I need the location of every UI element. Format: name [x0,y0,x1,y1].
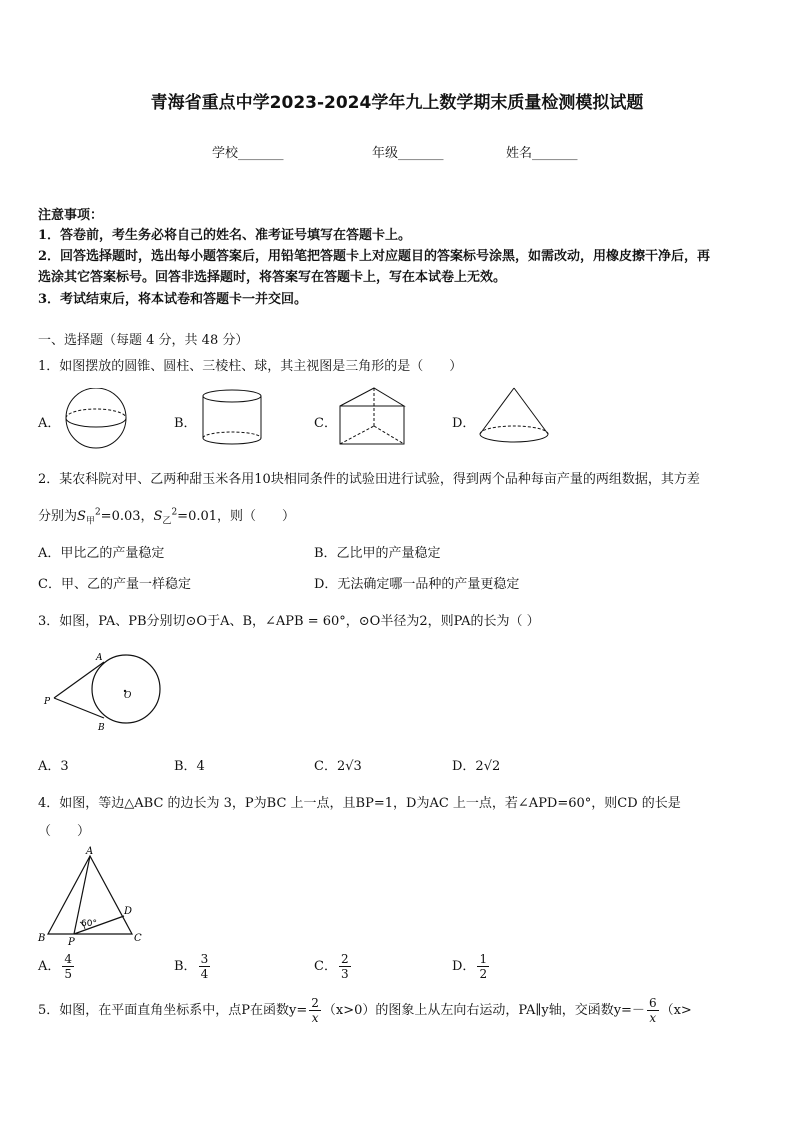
cone-figure [476,386,552,446]
q3-tangent-figure [40,650,164,736]
label-o: O [124,691,132,701]
q3-option-a[interactable]: A．3 [38,759,69,774]
numerator: 6 [648,996,657,1010]
numerator: 1 [479,952,488,966]
q2-option-a[interactable]: A．甲比乙的产量稳定 [38,546,165,561]
q1-option-b[interactable]: B． [174,416,197,431]
fraction-2-over-x [309,996,321,1025]
q5-stem-b: （x>0）的图象上从左向右运动，PA∥y轴，交函数y=－ [322,1003,645,1018]
fraction [62,952,74,981]
denominator: 3 [340,967,349,981]
fraction [199,952,211,981]
q4-option-c[interactable] [314,952,353,981]
q1-option-d[interactable]: D． [452,416,476,431]
notice-item-2: 2．回答选择题时，选出每小题答案后，用铅笔把答题卡上对应题目的答案标号涂黑，如需改动，用橡皮擦干净后，再 [38,249,711,264]
q5-stem-a: 5．如图，在平面直角坐标系中，点P在函数y= [38,1003,308,1018]
q3-option-c[interactable]: C．2√3 [314,759,362,774]
q2-option-b[interactable]: B．乙比甲的产量稳定 [314,546,441,561]
q2-option-c[interactable]: C．甲、乙的产量一样稳定 [38,577,191,592]
denominator: 5 [64,967,73,981]
label-a: A [86,846,94,857]
q1-option-a[interactable]: A． [38,416,61,431]
q4-option-a[interactable] [38,952,76,981]
q4-stem: 4．如图，等边△ABC 的边长为 3，P为BC 上一点，且BP=1，D为AC 上一点，若∠APD=60°，则CD 的长是 [38,796,681,811]
triangular-prism-figure [338,386,408,448]
sup-yi: 2 [171,507,178,518]
q4-triangle-figure [36,846,148,946]
fraction [477,952,489,981]
q4-option-c-label: C． [314,959,337,974]
q4-option-d[interactable] [452,952,491,981]
label-p: P [44,697,51,707]
variance-symbol-yi: S [153,509,163,524]
q2-stem-line1: 2．某农科院对甲、乙两种甜玉米各用10块相同条件的试验田进行试验，得到两个品种每亩产量的两组数据，其方差 [38,472,700,487]
sphere-figure [62,388,132,450]
q1-stem: 1．如图摆放的圆锥、圆柱、三棱柱、球，其主视图是三角形的是（ ） [38,359,463,374]
label-d: D [124,906,133,917]
q2-value-yi: =0.01，则（ ） [177,509,296,524]
notice-item-3: 3．考试结束后，将本试卷和答题卡一并交回。 [38,292,308,307]
q4-stem-paren: （ ） [38,824,91,839]
sup-jia: 2 [94,507,101,518]
q4-option-b[interactable] [174,952,212,981]
fraction-6-over-x [647,996,659,1025]
notice-heading: 注意事项： [38,208,104,223]
label-c: C [134,933,142,944]
q3-stem: 3．如图，PA、PB分别切⊙O于A、B，∠APB = 60°，⊙O半径为2，则PA的长为（ ） [38,614,540,629]
label-p: P [68,937,75,946]
sub-yi: 乙 [162,516,172,527]
label-b: B [98,723,105,733]
q4-option-d-label: D． [452,959,476,974]
denominator: 2 [479,967,488,981]
q5-stem [38,996,692,1025]
denominator: x [649,1011,657,1025]
name-field[interactable]: 姓名_______ [506,146,578,161]
notice-item-1: 1．答卷前，考生务必将自己的姓名、准考证号填写在答题卡上。 [38,228,412,243]
numerator: 3 [200,952,209,966]
numerator: 4 [64,952,73,966]
numerator: 2 [340,952,349,966]
q4-option-a-label: A． [38,959,61,974]
q4-option-b-label: B． [174,959,197,974]
cylinder-figure [200,388,264,448]
q2-stem-line2 [38,505,295,527]
notice-item-2-cont: 选涂其它答案标号。回答非选择题时，将答案写在答题卡上，写在本试卷上无效。 [38,270,507,285]
q2-value-jia: =0.03， [100,509,154,524]
page-title: 青海省重点中学2023-2024学年九上数学期末质量检测模拟试题 [150,93,644,113]
section-heading: 一、选择题（每题 4 分，共 48 分） [38,333,249,348]
fraction [339,952,351,981]
q5-stem-c: （x> [660,1003,692,1018]
sub-jia: 甲 [85,516,95,527]
q3-option-b[interactable]: B．4 [174,759,205,774]
q1-option-c[interactable]: C． [314,416,337,431]
numerator: 2 [311,996,319,1010]
label-a: A [96,653,103,663]
q2-option-d[interactable]: D．无法确定哪一品种的产量更稳定 [314,577,520,592]
label-b: B [38,933,46,944]
variance-symbol-jia: S [77,509,86,524]
school-field[interactable]: 学校_______ [212,146,284,161]
denominator: 4 [200,967,209,981]
denominator: x [311,1011,319,1025]
q3-option-d[interactable]: D．2√2 [452,759,501,774]
q2-prefix: 分别为 [38,509,78,524]
angle-label: 60° [81,919,97,929]
grade-field[interactable]: 年级_______ [372,146,444,161]
